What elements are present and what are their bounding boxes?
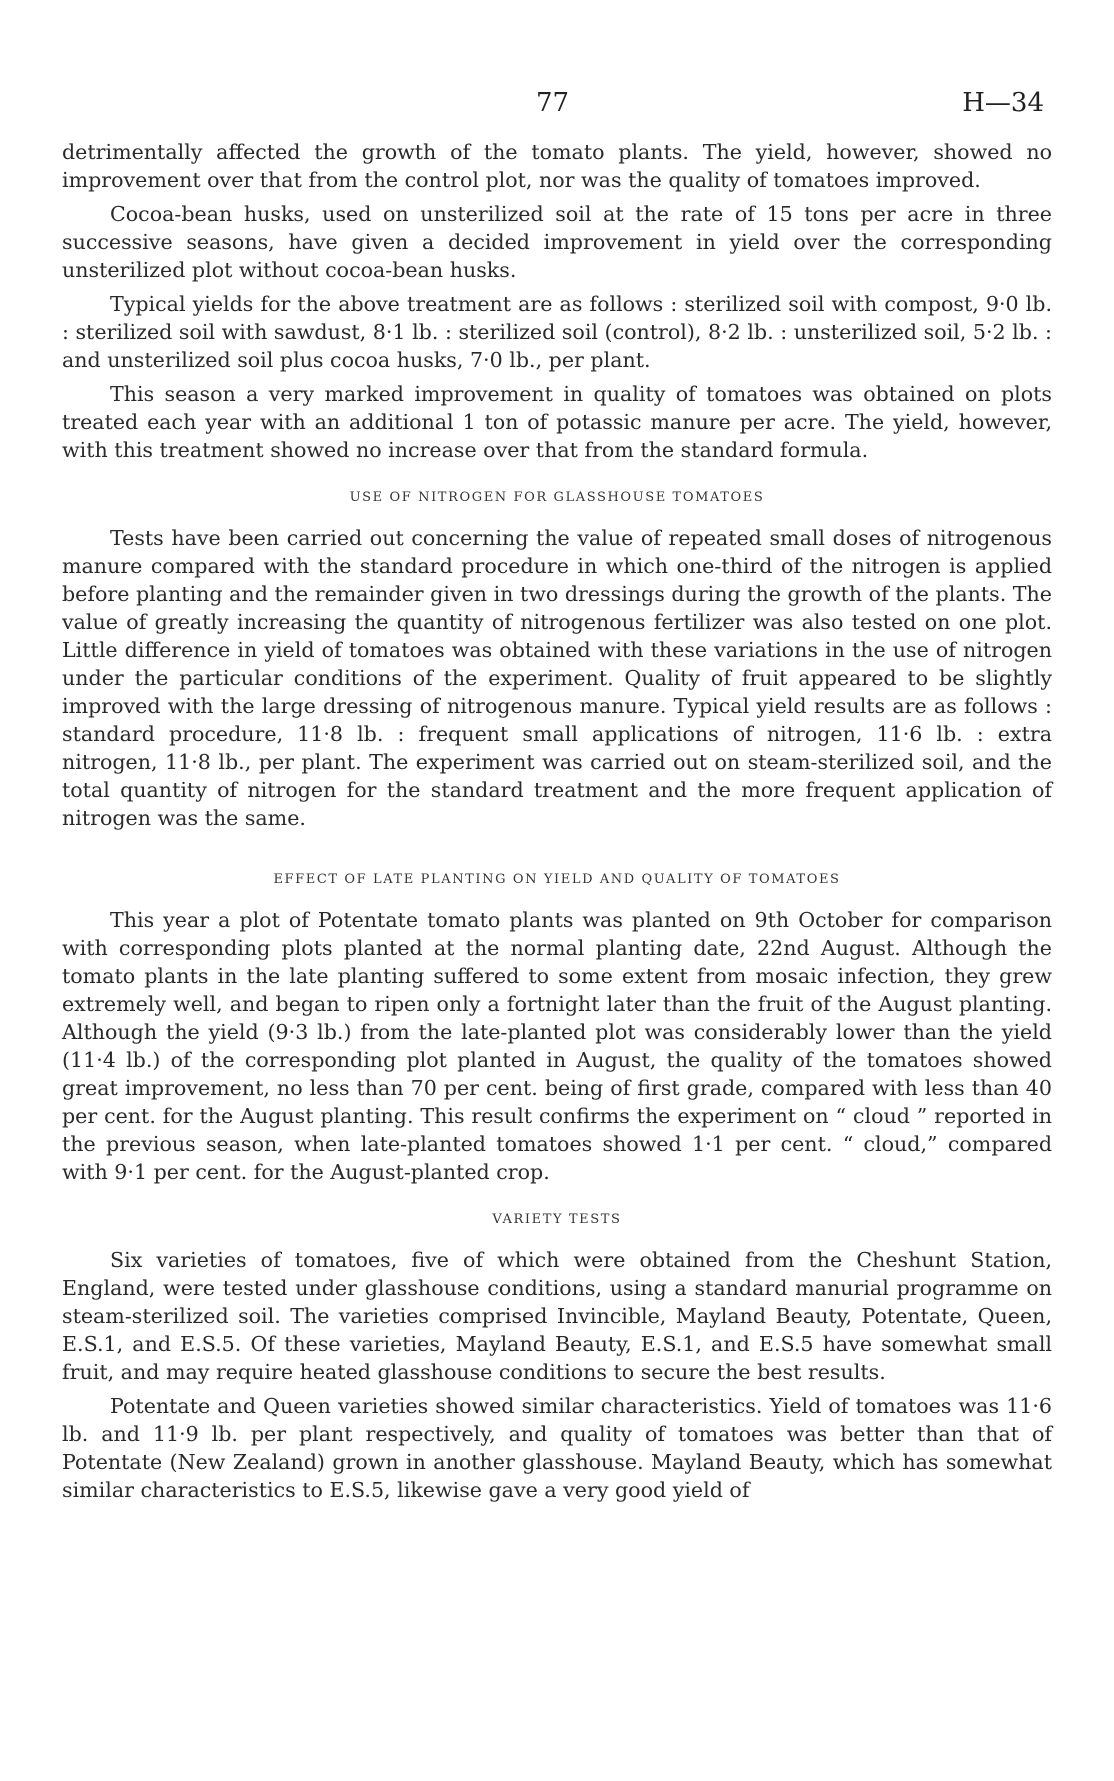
paragraph-continuation: detrimentally affected the growth of the tomato plants. The yield, however, showed no improvement over that from the control plot, nor was the quality of tomatoes improved.: [62, 140, 1052, 192]
section-heading-variety-tests: VARIETY TESTS: [492, 1212, 622, 1227]
paragraph-six-varieties: Six varieties of tomatoes, five of which were obtained from the Cheshunt Station, England, were tested under glasshouse conditions, using a standard manurial programme on steam-sterilized soil. The varieties comprised Invincible, Mayland Beauty, Potentate, Queen, E.S.1, and E.S.5. Of these varieties, Mayland Beauty, E.S.1, and E.S.5 have somewhat small fruit, and may require heated glasshouse conditions to secure the best results.: [62, 1248, 1052, 1384]
paragraph-potentate-queen: Potentate and Queen varieties showed similar characteristics. Yield of tomatoes was 11·6 lb. and 11·9 lb. per plant respectively, and quality of tomatoes was better than that of Potentate (New Zealand) grown in another glasshouse. Mayland Beauty, which has somewhat similar characteristics to E.S.5, likewise gave a very good yield of: [62, 1394, 1052, 1502]
paragraph-cocoa-husks: Cocoa-bean husks, used on unsterilized soil at the rate of 15 tons per acre in three successive seasons, have given a decided improvement in yield over the corresponding unsterilized plot without cocoa-bean husks.: [62, 202, 1052, 282]
section-heading-nitrogen: USE OF NITROGEN FOR GLASSHOUSE TOMATOES: [349, 490, 765, 505]
document-reference: H—34: [962, 88, 1044, 118]
section-heading-late-planting: EFFECT OF LATE PLANTING ON YIELD AND QUALITY OF TOMATOES: [273, 872, 841, 887]
page-header: [62, 70, 1052, 118]
page-number: 77: [536, 88, 570, 118]
document-page: [62, 70, 1052, 1510]
paragraph-late-planting: This year a plot of Potentate tomato plants was planted on 9th October for comparison with corresponding plots planted at the normal planting date, 22nd August. Although the tomato plants in the late planting suffered to some extent from mosaic infection, they grew extremely well, and began to ripen only a fortnight later than the fruit of the August planting. Although the yield (9·3 lb.) from the late-planted plot was considerably lower than the yield (11·4 lb.) of the corresponding plot planted in August, the quality of the tomatoes showed great improvement, no less than 70 per cent. being of first grade, compared with less than 40 per cent. for the August planting. This result confirms the experiment on “ cloud ” reported in the previous season, when late-planted tomatoes showed 1·1 per cent. “ cloud,” compared with 9·1 per cent. for the August-planted crop.: [62, 908, 1052, 1184]
paragraph-nitrogen-tests: Tests have been carried out concerning the value of repeated small doses of nitrogenous manure compared with the standard procedure in which one-third of the nitrogen is applied before planting and the remainder given in two dressings during the growth of the plants. The value of greatly increasing the quantity of nitrogenous fertilizer was also tested on one plot. Little difference in yield of tomatoes was obtained with these variations in the use of nitrogen under the particular conditions of the experiment. Quality of fruit appeared to be slightly improved with the large dressing of nitrogenous manure. Typical yield results are as follows : standard procedure, 11·8 lb. : frequent small applications of nitrogen, 11·6 lb. : extra nitrogen, 11·8 lb., per plant. The experiment was carried out on steam-sterilized soil, and the total quantity of nitrogen for the standard treatment and the more frequent application of nitrogen was the same.: [62, 526, 1052, 830]
paragraph-typical-yields: Typical yields for the above treatment are as follows : sterilized soil with compost, 9·0 lb. : sterilized soil with sawdust, 8·1 lb. : sterilized soil (control), 8·2 lb. : unsterilized soil, 5·2 lb. : and unsterilized soil plus cocoa husks, 7·0 lb., per plant.: [62, 292, 1052, 372]
page-body: [62, 138, 1052, 1504]
paragraph-potassic-manure: This season a very marked improvement in quality of tomatoes was obtained on plots treated each year with an additional 1 ton of potassic manure per acre. The yield, however, with this treatment showed no increase over that from the standard formula.: [62, 382, 1052, 462]
